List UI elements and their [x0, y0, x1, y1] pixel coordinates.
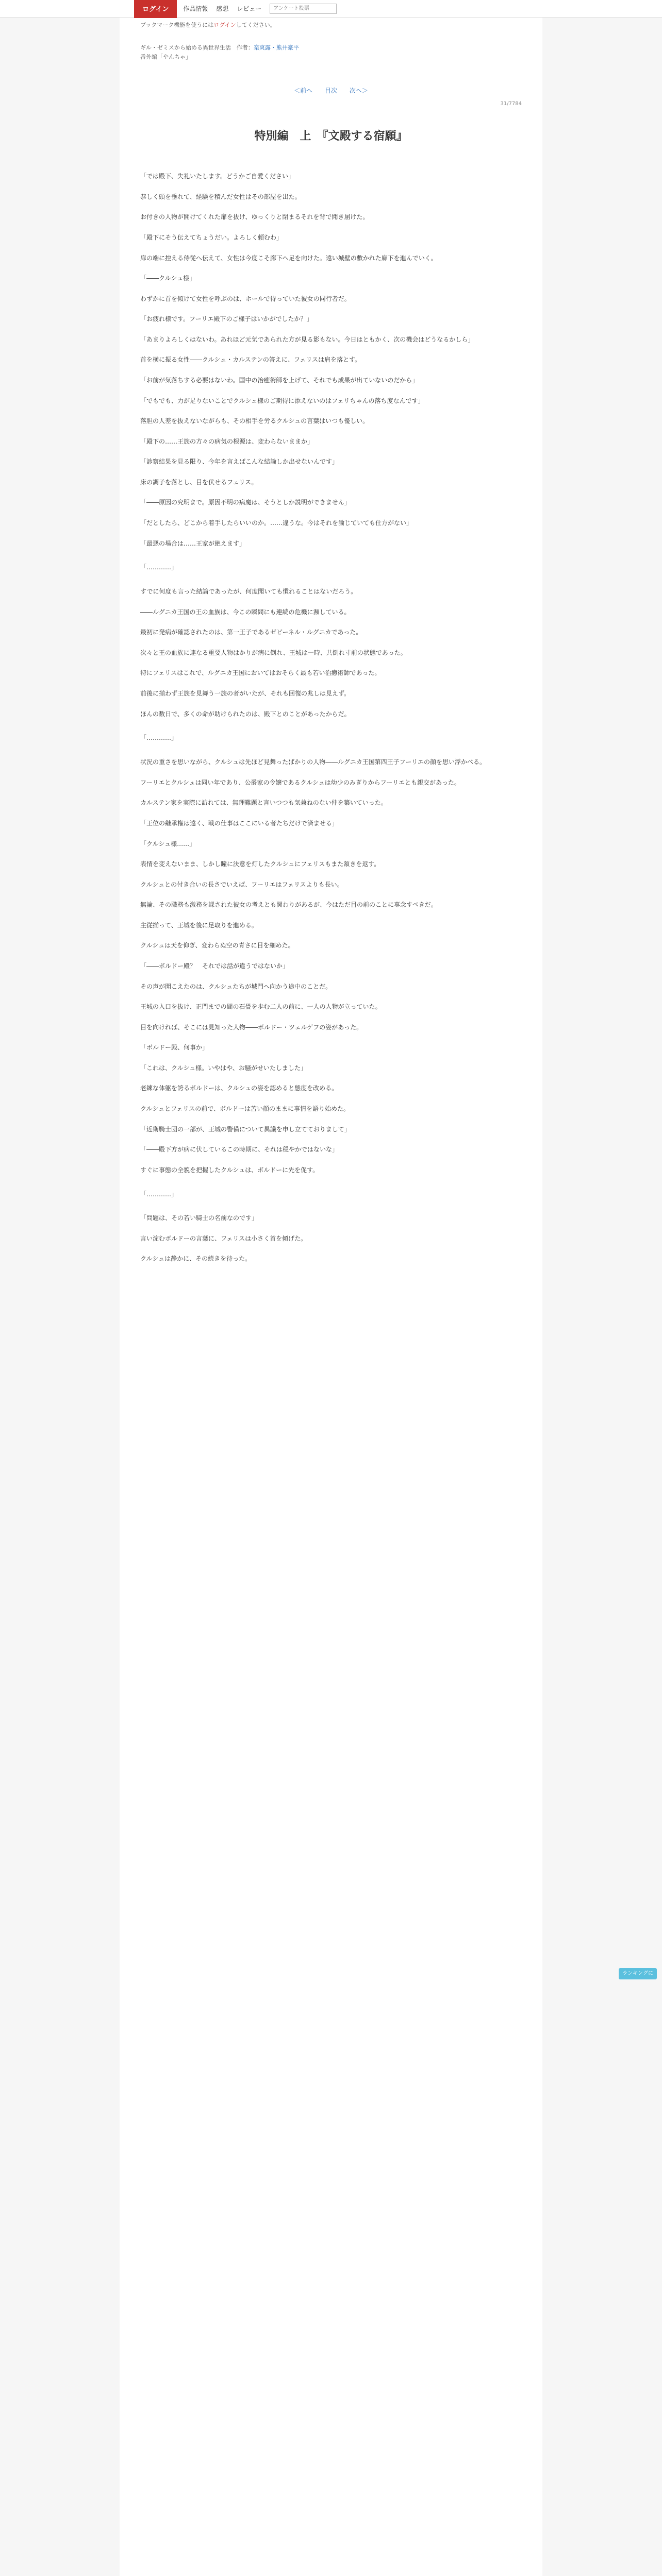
paragraph: クルシュは天を仰ぎ、変わらぬ空の青さに目を細めた。: [140, 942, 294, 950]
paragraph: 「お疲れ様です。フーリエ殿下のご様子はいかがでしたか？」: [140, 315, 313, 323]
paragraph: クルシュは静かに、その続きを待った。: [140, 1255, 252, 1263]
paragraph: クルシュとフェリスの前で、ボルドーは苦い顔のままに事情を語り始めた。: [140, 1105, 350, 1113]
paragraph: 「問題は、その若い騎士の名前なのです」: [140, 1214, 258, 1222]
paragraph: 「診察結果を見る限り、今年を言えばこんな結論しか出せないんです」: [140, 458, 339, 466]
paragraph: 「――クルシュ様」: [140, 275, 196, 282]
nav-link-review[interactable]: 感想: [216, 5, 229, 12]
paragraph: 表情を変えないまま、しかし瞳に決意を灯したクルシュにフェリスもまた頷きを返す。: [140, 860, 380, 868]
paragraph: 「…………」: [140, 564, 178, 571]
paragraph: 首を横に振る女性――クルシュ・カルステンの答えに、フェリスは肩を落とす。: [140, 356, 361, 364]
series-info: ギル・ゼミスから始める異世界生活 作者：楽爽露・熊井豪平 番外編「やんちゃ」: [140, 44, 299, 60]
paragraph: 目を向ければ、そこには見知った人物――ボルドー・ツェルゲフの姿があった。: [140, 1023, 363, 1031]
nav-link-info[interactable]: 作品情報: [183, 5, 208, 12]
paragraph: 無論、その職務も激務を課された彼女の考えとも関わりがあるが、今はただ目の前のことに専念すべきだ。: [140, 901, 437, 909]
toc-link[interactable]: 目次: [324, 87, 337, 95]
paragraph: 落胆の人差を抜えないながらも、その相手を労るクルシュの言葉はいつも優しい。: [140, 417, 369, 425]
paragraph: 「殿下の……王族の方々の病気の根源は、変わらないままか」: [140, 437, 314, 445]
paragraph: 次々と王の血族に連なる重要人物はかりが病に倒れ、王城は一時、共倒れ寸前の状態であった。: [140, 649, 407, 656]
paragraph: 「でもでも、力が足りないことでクルシュ様のご期待に添えないのはフェリちゃんの落ち度なんです」: [140, 397, 424, 404]
paragraph: 「王位の継承権は遠く、戦の仕事はここにいる者たちだけで済ませる」: [140, 819, 338, 827]
pager: [140, 86, 522, 95]
paragraph: わずかに首を傾けて女性を呼ぶのは、ホールで待っていた彼女の同行者だ。: [140, 295, 351, 302]
ranking-button[interactable]: ランキングに: [619, 1968, 657, 1979]
paragraph: 恭しく頭を垂れて、経験を積んだ女性はその部屋を出た。: [140, 193, 301, 200]
chapter-title: 特別編 上 『文殿する宿願』: [254, 130, 408, 143]
paragraph: 「…………」: [140, 1190, 178, 1198]
paragraph: 「お前が気落ちする必要はないわ。国中の治癒術師を上げて、それでも成果が出ていないのだから」: [140, 376, 419, 384]
paragraph: 言い淀むボルドーの言葉に、フェリスは小さく首を傾げた。: [140, 1234, 307, 1242]
paragraph: 「だとしたら、どこから着手したらいいのか。……違うな。今はそれを論じていても仕方がない」: [140, 519, 413, 527]
paragraph: お付きの人物が開けてくれた扉を抜け、ゆっくりと閉まるそれを背で聞き届けた。: [140, 213, 369, 221]
paragraph: 老練な体躯を誇るボルドーは、クルシュの姿を認めると態度を改める。: [140, 1084, 338, 1092]
chapter-count: 31/7784: [500, 101, 522, 107]
paragraph: 「では殿下、失礼いたします。どうかご自愛ください」: [140, 173, 295, 180]
author-link[interactable]: 楽爽露・熊井豪平: [253, 44, 299, 51]
paragraph: フーリエとクルシュは同い年であり、公爵家の令嬢であるクルシュは幼少のみぎりからフーリエとも親交があった。: [140, 778, 460, 786]
prev-link[interactable]: ＜前へ: [294, 87, 313, 95]
paragraph: クルシュとの付き合いの長さでいえば、フーリエはフェリスよりも長い。: [140, 880, 343, 888]
paragraph: 「最悪の場合は……王家が絶えます」: [140, 539, 246, 547]
paragraph: すぐに事態の全貌を把握したクルシュは、ボルドーに先を促す。: [140, 1166, 319, 1174]
paragraph: カルステン家を実際に訪れては、無理難題と言いつつも気兼ねのない仲を築いていった。: [140, 799, 387, 807]
paragraph: 「クルシュ様……」: [140, 840, 196, 848]
paragraph: 主従揃って、王城を後に足取りを進める。: [140, 921, 258, 929]
paragraph: 最初に発病が確認されたのは、第一王子であるゼビーネル・ルグニカであった。: [140, 629, 362, 636]
paragraph: すでに何度も言った結論であったが、何度聞いても慣れることはないだろう。: [140, 588, 357, 596]
content-area: [120, 0, 542, 2576]
paragraph: 「近衛騎士団の一部が、王城の警備について異議を申し立てておりまして」: [140, 1125, 351, 1133]
top-bar: [0, 0, 662, 18]
paragraph: 床の調子を落とし、目を伏せるフェリス。: [140, 478, 258, 486]
paragraph: 「ボルドー殿、何事か」: [140, 1044, 209, 1052]
bookmark-notice: ブックマーク機能を使うにはログインしてください。: [140, 22, 276, 28]
paragraph: ――ルグニカ王国の王の血族は、今この瞬間にも連続の危機に瀕している。: [140, 608, 351, 616]
chapter-body: [140, 170, 522, 1265]
paragraph: その声が聞こえたのは、クルシュたちが城門へ向かう途中のことだ。: [140, 982, 332, 990]
paragraph: 王城の入口を抜け、正門までの間の石畳を歩む二人の前に、一人の人物が立っていた。: [140, 1003, 382, 1011]
search-input[interactable]: [270, 4, 337, 14]
paragraph: 「――ボルドー殿？ それでは話が違うではないか」: [140, 962, 289, 970]
paragraph: 「これは、クルシュ様。いやはや、お騒がせいたしました」: [140, 1064, 307, 1072]
paragraph: 前後に揃わず王族を見舞う一族の者がいたが、それも回復の兆しは見えず。: [140, 690, 351, 698]
paragraph: 扉の端に控える侍従へ伝えて、女性は今度こそ廊下へ足を向けた。遠い城壁の敷かれた廊下を進んでいく。: [140, 254, 437, 262]
paragraph: 状況の重さを思いながら、クルシュは先ほど見舞ったばかりの人物――ルグニカ王国第四王子フーリエの顔を思い浮かべる。: [140, 758, 486, 766]
paragraph: ほんの数日で、多くの命が助けられたのは、殿下とのことがあったからだ。: [140, 710, 351, 718]
paragraph: 「あまりよろしくはないわ。あれほど元気であられた方が見る影もない。今日はともかく、次の機会はどうなるかしら」: [140, 335, 474, 343]
paragraph: 「…………」: [140, 734, 178, 742]
paragraph: 「殿下にそう伝えてちょうだい。よろしく頼むわ」: [140, 233, 283, 241]
nav-link-ranking[interactable]: レビュー: [237, 5, 262, 12]
next-link[interactable]: 次へ＞: [349, 87, 368, 95]
login-button[interactable]: ログイン: [134, 0, 177, 18]
paragraph: 「――原因の究明まで。原因不明の病魔は、そうとしか説明ができません」: [140, 499, 351, 506]
notice-login-link[interactable]: ログイン: [213, 22, 236, 28]
paragraph: 「――殿下方が病に伏しているこの時期に、それは穏やかではないな」: [140, 1146, 339, 1154]
paragraph: 特にフェリスはこれで、ルグニカ王国においてはおそらく最も若い治癒術師であった。: [140, 669, 381, 677]
